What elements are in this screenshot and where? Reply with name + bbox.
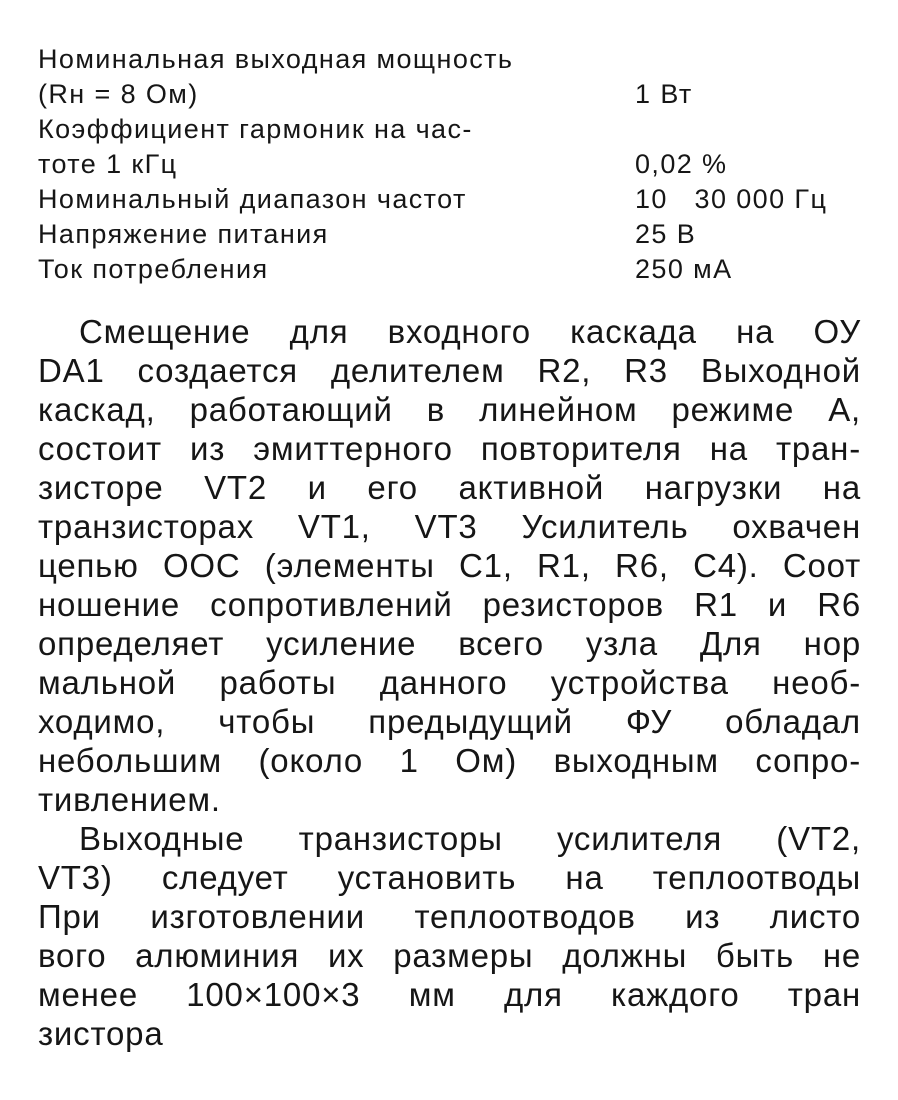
text-line: DA1 создается делителем R2, R3 Выходной [38,352,861,389]
text-line: зистора [38,1015,164,1052]
spec-row [38,182,868,217]
spec-value: 10 30 000 Гц [635,184,828,214]
text-line: небольшим (около 1 Ом) выходным сопро- [38,742,861,779]
spec-label: Коэффициент гармоник на час- [38,114,473,144]
text-line: зисторе VT2 и его активной нагрузки на [38,469,861,506]
text-line: цепью ООС (элементы C1, R1, R6, C4). Соот [38,547,861,584]
text-line: транзисторах VT1, VT3 Усилитель охвачен [38,508,861,545]
spec-row [38,112,868,147]
text-line: состоит из эмиттерного повторителя на тран- [38,430,861,467]
paragraph [38,312,861,819]
text-line: тивлением. [38,781,221,818]
spec-label: (Rн = 8 Ом) [38,79,199,109]
spec-row [38,42,868,77]
paragraph [38,819,861,1053]
spec-row [38,77,868,112]
spec-row [38,147,868,182]
spec-label: Напряжение питания [38,219,329,249]
text-line: вого алюминия их размеры должны быть не [38,937,861,974]
text-line: определяет усиление всего узла Для нор [38,625,861,662]
text-line: Выходные транзисторы усилителя (VT2, [79,820,861,857]
spec-row [38,252,868,287]
spec-row [38,217,868,252]
text-line: каскад, работающий в линейном режиме А, [38,391,861,428]
spec-value: 1 Вт [635,79,693,109]
spec-label: Номинальная выходная мощность [38,44,514,74]
spec-label: Ток потребления [38,254,269,284]
spec-table [38,42,868,287]
spec-label: тоте 1 кГц [38,149,178,179]
text-line: VT3) следует установить на теплоотводы [38,859,861,896]
spec-value: 250 мА [635,254,733,284]
text-line: менее 100×100×3 мм для каждого тран [38,976,861,1013]
text-line: ходимо, чтобы предыдущий ФУ обладал [38,703,861,740]
text-line: Смещение для входного каскада на ОУ [79,313,861,350]
spec-value: 25 В [635,219,697,249]
text-line: При изготовлении теплоотводов из листо [38,898,861,935]
spec-value: 0,02 % [635,149,728,179]
text-line: мальной работы данного устройства необ- [38,664,861,701]
text-line: ношение сопротивлений резисторов R1 и R6 [38,586,861,623]
spec-label: Номинальный диапазон частот [38,184,467,214]
body-text [38,312,861,1053]
